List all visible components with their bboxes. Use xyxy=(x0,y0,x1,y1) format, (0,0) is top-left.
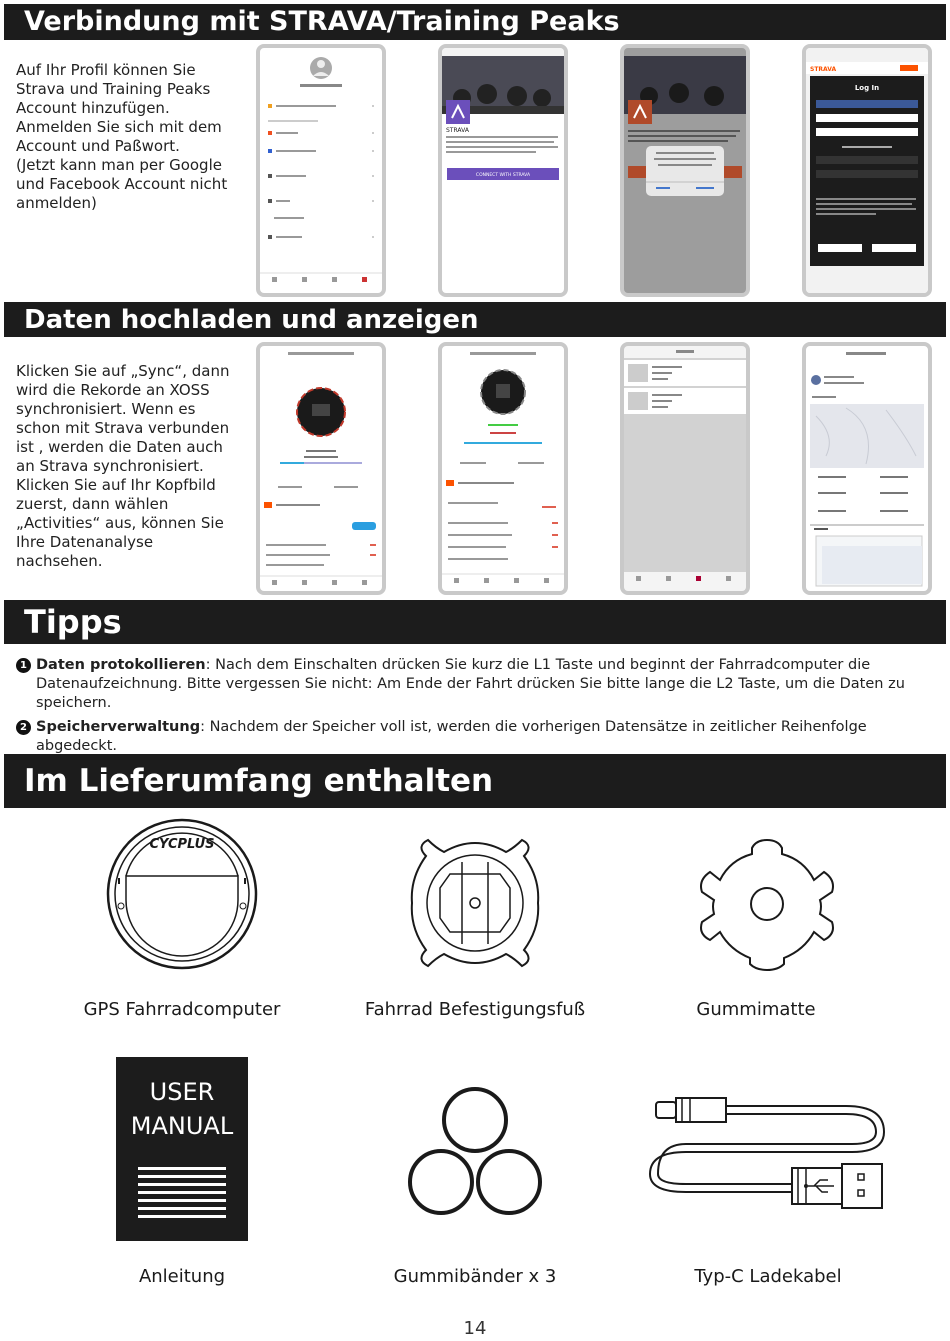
screenshot-sync-records xyxy=(438,342,568,595)
section-heading-strava: Verbindung mit STRAVA/Training Peaks xyxy=(4,4,946,40)
login-title: Log In xyxy=(854,84,880,92)
section-heading-sync: Daten hochladen und anzeigen xyxy=(4,302,946,337)
package-label-cable: Typ-C Ladekabel xyxy=(694,1266,842,1287)
package-label-mount: Fahrrad Befestigungsfuß xyxy=(364,999,586,1020)
manual-cover-line-2: MANUAL xyxy=(130,1112,234,1140)
manual-cover-line-1: USER xyxy=(149,1078,215,1106)
section-heading-tips: Tipps xyxy=(4,600,946,644)
package-label-bands: Gummibänder x 3 xyxy=(393,1266,557,1287)
strava-brand-label: STRAVA xyxy=(446,127,469,134)
screenshot-activity-detail xyxy=(802,342,932,595)
sync-instructions xyxy=(16,362,241,571)
screenshot-strava-connect xyxy=(438,44,568,297)
package-label-manual: Anleitung xyxy=(138,1266,226,1287)
page-number: 14 xyxy=(463,1318,487,1339)
rubber-bands-icon xyxy=(405,1086,545,1218)
package-label-mat: Gummimatte xyxy=(696,999,816,1020)
screenshot-activities-list xyxy=(620,342,750,595)
screenshot-sync-device xyxy=(256,342,386,595)
screenshot-strava-login xyxy=(802,44,932,297)
usb-c-cable-icon xyxy=(646,1088,890,1212)
tip-text-2: : Nachdem der Speicher voll ist, werden die vorherigen Datensätze in zeitlicher Reihenfolge abgedeckt. xyxy=(36,719,867,754)
gps-computer-icon xyxy=(104,816,260,972)
tip-term-2: Speicherverwaltung xyxy=(36,719,201,735)
strava-paragraph-2: Anmelden Sie sich mit dem Account und Paßwort. xyxy=(16,118,222,155)
package-label-gps: GPS Fahrradcomputer xyxy=(83,999,281,1020)
strava-paragraph-1: Auf Ihr Profil können Sie Strava und Training Peaks Account hinzufügen. xyxy=(16,61,211,117)
user-manual-icon xyxy=(116,1057,248,1241)
sync-paragraph-1: Klicken Sie auf „Sync“, dann wird die Rekorde an XOSS synchronisiert. Wenn es schon mit Strava verbunden ist , werden die Daten auch an Strava synchronisiert. xyxy=(16,362,230,475)
connect-with-strava-label: CONNECT WITH STRAVA xyxy=(475,173,531,178)
sync-paragraph-2: Klicken Sie auf Ihr Kopfbild zuerst, dann wählen „Activities“ aus, können Sie Ihre Datenanalyse nachsehen. xyxy=(16,476,224,570)
bike-mount-icon xyxy=(406,834,544,972)
tip-number-1: 1 xyxy=(16,658,31,673)
svg-text:STRAVA: STRAVA xyxy=(810,66,837,73)
screenshot-profile-menu xyxy=(256,44,386,297)
strava-paragraph-3: (Jetzt kann man per Google und Facebook Account nicht anmelden) xyxy=(16,156,228,212)
rubber-mat-icon xyxy=(696,834,838,972)
screenshot-strava-authorize xyxy=(620,44,750,297)
cycplus-logo: CYCPLUS xyxy=(149,837,215,852)
strava-instructions xyxy=(16,61,241,213)
tip-number-2: 2 xyxy=(16,720,31,735)
tip-item-1 xyxy=(16,656,931,713)
tip-item-2 xyxy=(16,718,931,756)
tip-text-1: : Nach dem Einschalten drücken Sie kurz die L1 Taste und beginnt der Fahrradcomputer die Datenaufzeichnung. Bitte vergessen Sie nicht: Am Ende der Fahrt drücken Sie bitte lange die L2 Taste, um die Daten zu speichern. xyxy=(36,657,905,711)
tip-term-1: Daten protokollieren xyxy=(36,657,206,673)
section-heading-package: Im Lieferumfang enthalten xyxy=(4,754,946,808)
